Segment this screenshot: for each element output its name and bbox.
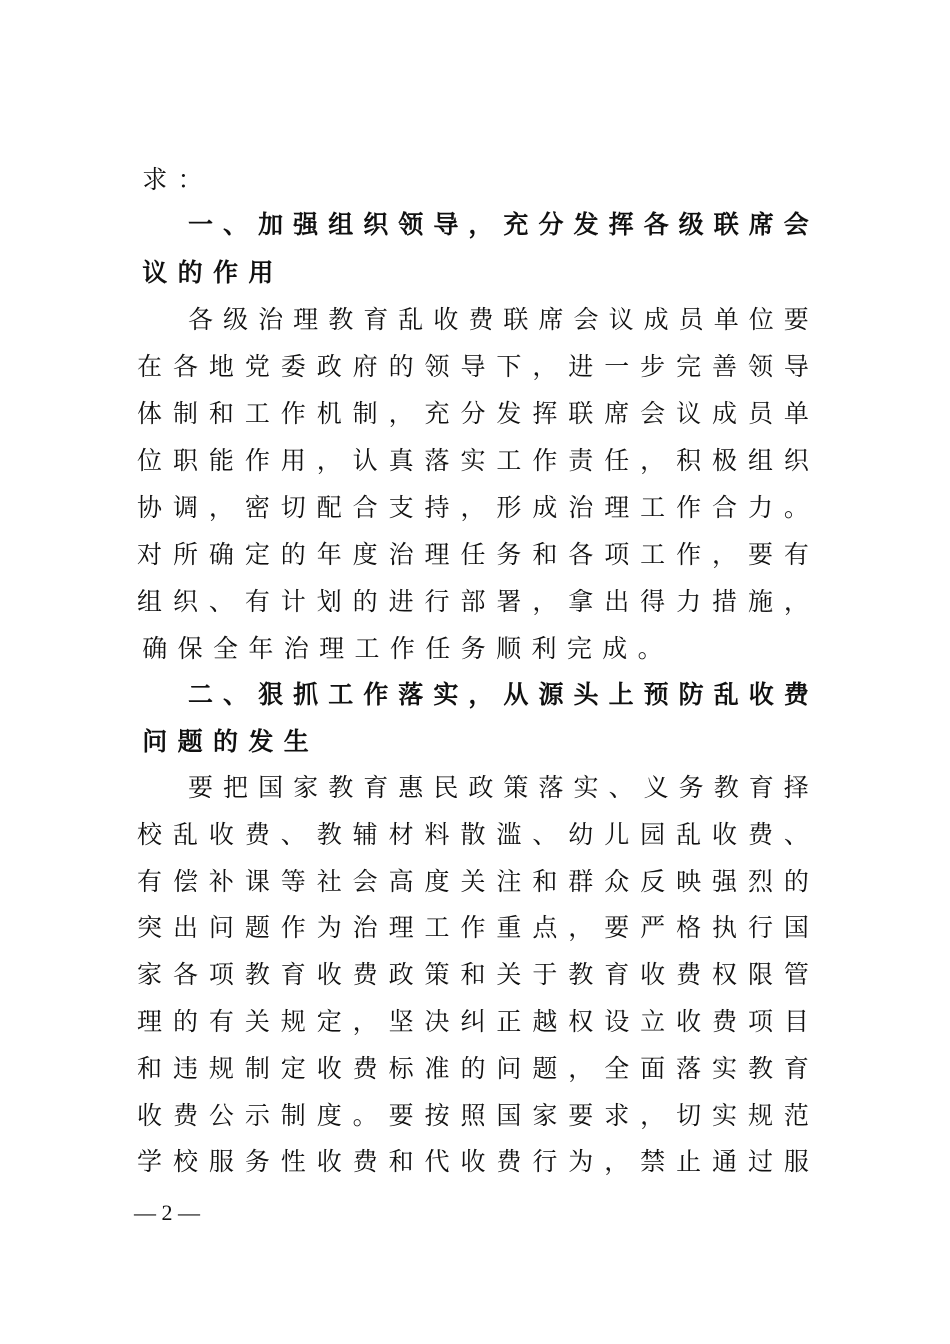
section-heading-line: 一 、 加 强 组 织 领 导 ， 充 分 发 挥 各 级 联 席 会 [188, 210, 809, 239]
body-text-line: 收 费 公 示 制 度 。 要 按 照 国 家 要 求 ， 切 实 规 范 [137, 1101, 809, 1130]
body-text-line: 各 级 治 理 教 育 乱 收 费 联 席 会 议 成 员 单 位 要 [188, 305, 809, 334]
body-text-line: 求 ： [142, 165, 203, 194]
section-heading-line: 二 、 狠 抓 工 作 落 实 ， 从 源 头 上 预 防 乱 收 费 [188, 680, 809, 709]
page-number: — 2 — [134, 1200, 200, 1225]
body-text-line: 位 职 能 作 用 ， 认 真 落 实 工 作 责 任 ， 积 极 组 织 [137, 446, 809, 475]
body-text-line: 在 各 地 党 委 政 府 的 领 导 下 ， 进 一 步 完 善 领 导 [137, 352, 809, 381]
body-text-line: 家 各 项 教 育 收 费 政 策 和 关 于 教 育 收 费 权 限 管 [137, 960, 809, 989]
body-text-line: 理 的 有 关 规 定 ， 坚 决 纠 正 越 权 设 立 收 费 项 目 [137, 1007, 809, 1036]
body-text-line: 要 把 国 家 教 育 惠 民 政 策 落 实 、 义 务 教 育 择 [188, 773, 809, 802]
body-text-line: 和 违 规 制 定 收 费 标 准 的 问 题 ， 全 面 落 实 教 育 [137, 1054, 809, 1083]
body-text-line: 突 出 问 题 作 为 治 理 工 作 重 点 ， 要 严 格 执 行 国 [137, 913, 809, 942]
body-text-line: 协 调 ， 密 切 配 合 支 持 ， 形 成 治 理 工 作 合 力 。 [137, 493, 809, 522]
body-text-line: 对 所 确 定 的 年 度 治 理 任 务 和 各 项 工 作 ， 要 有 [137, 540, 809, 569]
body-text-line: 有 偿 补 课 等 社 会 高 度 关 注 和 群 众 反 映 强 烈 的 [137, 867, 809, 896]
section-heading-line: 议 的 作 用 [142, 258, 274, 287]
body-text-line: 确 保 全 年 治 理 工 作 任 务 顺 利 完 成 。 [142, 634, 663, 663]
section-heading-line: 问 题 的 发 生 [142, 727, 309, 756]
body-text-line: 校 乱 收 费 、 教 辅 材 料 散 滥 、 幼 儿 园 乱 收 费 、 [137, 820, 809, 849]
body-text-line: 组 织 、 有 计 划 的 进 行 部 署 ， 拿 出 得 力 措 施 ， [137, 587, 809, 616]
body-text-line: 学 校 服 务 性 收 费 和 代 收 费 行 为 ， 禁 止 通 过 服 [137, 1147, 809, 1176]
body-text-line: 体 制 和 工 作 机 制 ， 充 分 发 挥 联 席 会 议 成 员 单 [137, 399, 809, 428]
